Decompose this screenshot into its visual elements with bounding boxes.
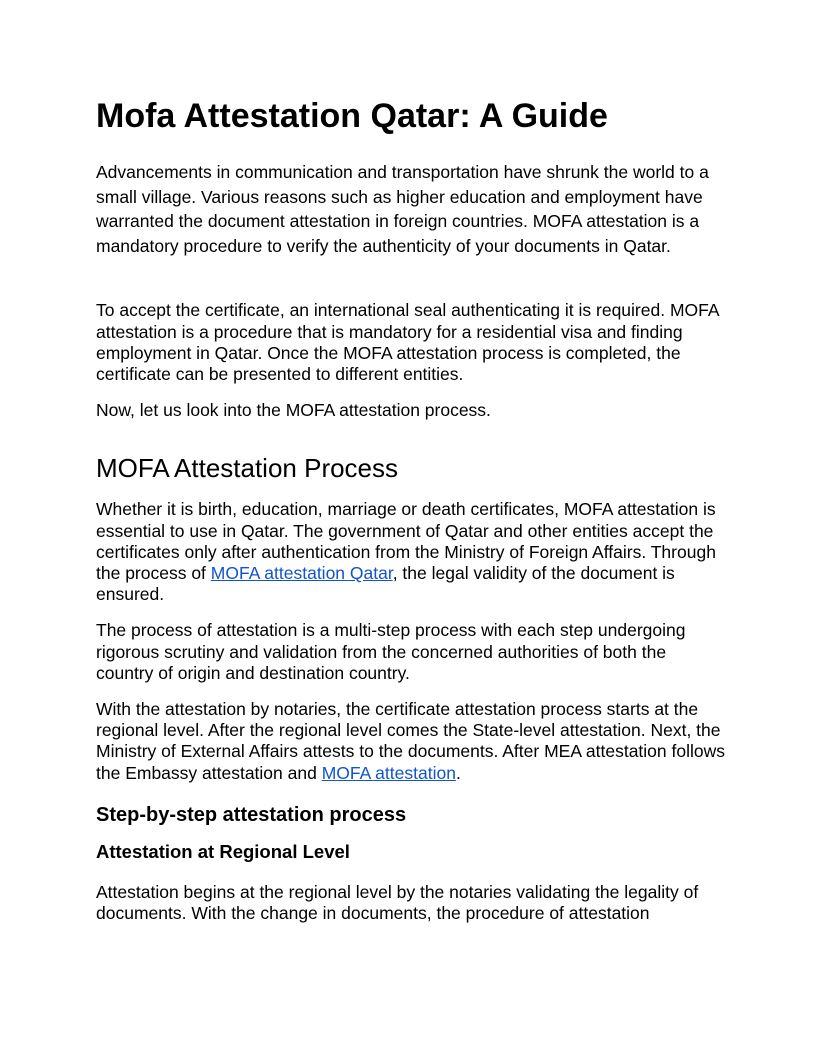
intro-paragraph: Advancements in communication and transportation have shrunk the world to a small village. Various reasons such as higher education and employment have warranted the document attestation in foreign countries. MOFA attestation is a mandatory procedure to verify the authenticity of your documents in Qatar. bbox=[96, 162, 709, 256]
mofa-attestation-qatar-link[interactable]: MOFA attestation Qatar bbox=[210, 563, 393, 583]
subsection-heading-regional: Attestation at Regional Level bbox=[96, 840, 350, 862]
document-title: Mofa Attestation Qatar: A Guide bbox=[96, 97, 608, 135]
paragraph-regional-level: Attestation begins at the regional level by the notaries validating the legality of documents. With the change in documents, the procedure of attestation bbox=[96, 881, 699, 924]
subsection-heading-steps: Step-by-step attestation process bbox=[96, 803, 407, 826]
paragraph-notaries bbox=[96, 699, 726, 784]
paragraph-text: Whether it is birth, education, marriage or death certificates, MOFA attestation is essential to use in Qatar. The government of Qatar and other entities accept the certificates only after authentication from the Ministry of Foreign Affairs. Through the process of bbox=[96, 499, 716, 583]
paragraph-multi-step: The process of attestation is a multi-step process with each step undergoing rigorous scrutiny and validation from the concerned authorities of both the country of origin and destination country. bbox=[96, 620, 686, 683]
document-page bbox=[96, 94, 726, 939]
paragraph-lead-in: Now, let us look into the MOFA attestation process. bbox=[96, 400, 491, 421]
paragraph-certificates bbox=[96, 499, 726, 605]
paragraph-text: . bbox=[455, 762, 461, 783]
section-heading-process: MOFA Attestation Process bbox=[96, 453, 399, 484]
paragraph-text: With the attestation by notaries, the certificate attestation process starts at the regional level. After the regional level comes the State-level attestation. Next, the Ministry of External Affairs attests to the documents. After MEA attestation follows the Embassy attestation and bbox=[96, 699, 725, 783]
mofa-attestation-link[interactable]: MOFA attestation bbox=[321, 762, 456, 783]
paragraph-certificate-seal: To accept the certificate, an international seal authenticating it is required. MOFA attestation is a procedure that is mandatory for a residential visa and finding employment in Qatar. Once the MOFA attestation process is completed, the certificate can be presented to different entities. bbox=[96, 300, 719, 384]
paragraph-text: , the legal validity of the document is ensured. bbox=[96, 563, 675, 605]
